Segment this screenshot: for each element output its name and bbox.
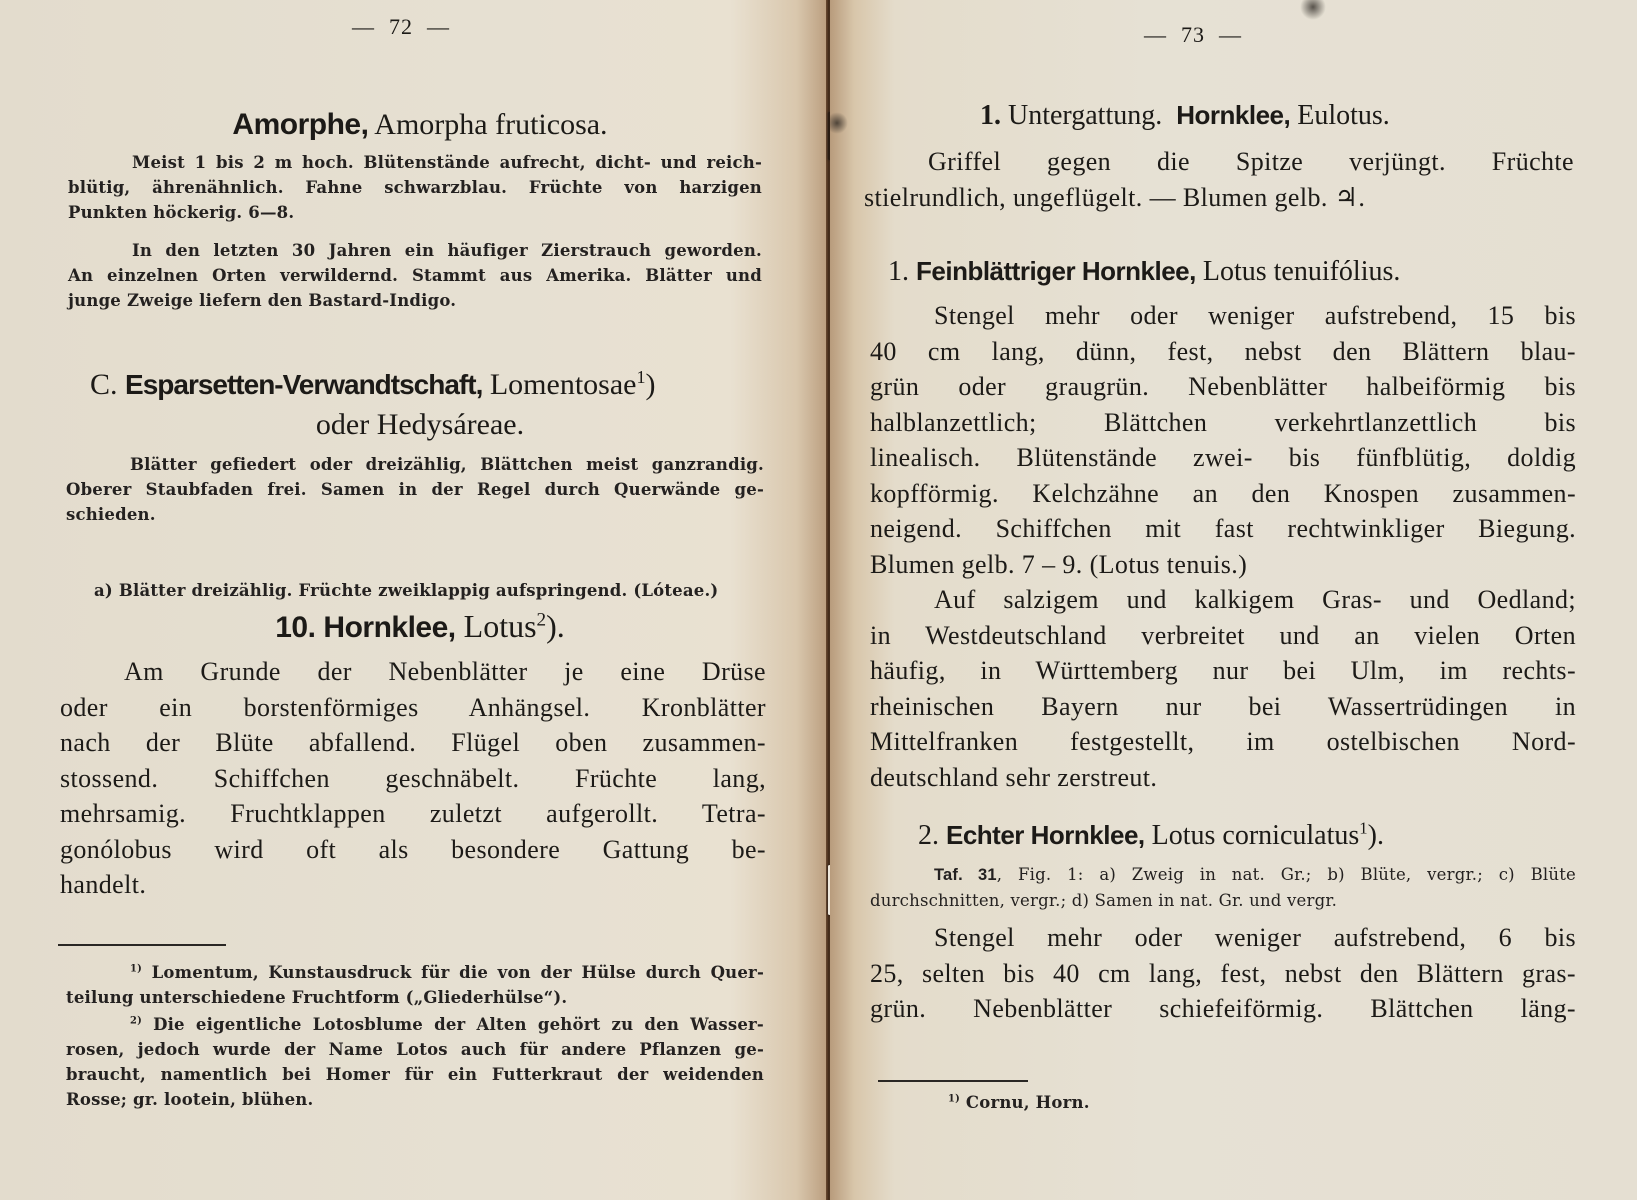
text-line: Mittelfranken festgestellt, im ostelbischen Nord- (870, 727, 1576, 756)
text-line: rheinischen Bayern nur bei Wassertrüdingen in (870, 691, 1576, 721)
text-line: linealisch. Blütenstände zwei- bis fünfblütig, doldig (870, 443, 1576, 472)
text-line: Oberer Staubfaden frei. Samen in der Regel durch Querwände ge- (66, 480, 764, 499)
plate-ref-bold: Taf. 31 (934, 866, 997, 884)
right-page (830, 0, 1637, 1200)
amorphe-title-bold: Amorphe, (232, 108, 369, 141)
text-line (66, 1012, 764, 1037)
text-line: häufig, in Württemberg nur bei Ulm, im rechts- (870, 656, 1576, 685)
species-number: 1. (888, 256, 909, 287)
footnote-2 (66, 1012, 764, 1112)
text-line: kopfförmig. Kelchzähne an den Knospen zusammen- (870, 478, 1576, 508)
page-number-right (1130, 22, 1256, 48)
paren: ). (546, 608, 565, 644)
text-line: blütig, ährenähnlich. Fahne schwarzblau. Früchte von harzigen (68, 178, 762, 197)
footnote-right-1 (948, 1090, 1090, 1115)
text-line: deutschland sehr zerstreut. (870, 762, 1158, 792)
species1-heading (888, 256, 1400, 288)
text-line: mehrsamig. Fruchtklappen zuletzt aufgerollt. Tetra- (60, 799, 766, 828)
footnote-text: Lomentum, Kunstausdruck für die von der Hülse durch Quer- (151, 963, 764, 982)
section-letter: C. (90, 368, 118, 401)
text-line: Blätter gefiedert oder dreizählig, Blättchen meist ganzrandig. (130, 455, 764, 474)
text-line: neigend. Schiffchen mit fast rechtwinkliger Biegung. (870, 514, 1576, 543)
text-line (870, 862, 1576, 888)
footnote-marker: 2) (130, 1015, 142, 1027)
ink-smudge (1300, 0, 1326, 20)
species1-title-bold: Feinblättriger Hornklee, (916, 256, 1196, 286)
ink-smudge (830, 112, 848, 134)
subgenus-title-latin: Eulotus. (1297, 100, 1390, 131)
dash: — (1219, 22, 1242, 47)
subgenus-heading (980, 100, 1390, 132)
subgenus-label: Untergattung. (1008, 100, 1163, 131)
text-line (66, 960, 764, 985)
footnote-rule (58, 944, 226, 946)
genus-number: 10. (275, 611, 316, 644)
dash: — (427, 14, 450, 39)
text-line: An einzelnen Orten verwildernd. Stammt aus Amerika. Blätter und (68, 266, 762, 285)
text-line: 25, selten bis 40 cm lang, fest, nebst den Blättern gras- (870, 958, 1576, 988)
page-number-text: 73 (1181, 22, 1205, 47)
text-line (948, 1090, 1090, 1115)
footnote-text: Cornu, Horn. (965, 1093, 1090, 1112)
paren: ). (1367, 820, 1384, 851)
text-line: Punkten höckerig. 6—8. (68, 203, 295, 222)
page-number-text: 72 (389, 14, 413, 39)
text-line: rosen, jedoch wurde der Name Lotos auch für andere Pflanzen ge- (66, 1040, 764, 1059)
species-number: 2. (918, 820, 939, 851)
amorphe-para2 (68, 238, 762, 313)
footnote-ref: 1 (1359, 818, 1368, 838)
page-number-left (338, 14, 464, 40)
text-line: Rosse; gr. lootein, blühen. (66, 1090, 314, 1109)
species1-title-latin: Lotus tenuifólius. (1202, 256, 1401, 287)
section-c-para (66, 452, 764, 527)
paren: ) (645, 368, 656, 401)
text-line: handelt. (60, 870, 147, 899)
text-line: Stengel mehr oder weniger aufstrebend, 15 bis (934, 301, 1576, 330)
text-line: Meist 1 bis 2 m hoch. Blütenstände aufrecht, dicht- und reich- (132, 153, 762, 172)
subgenus-para (864, 144, 1574, 215)
species1-para2 (870, 582, 1576, 795)
species2-title-latin: Lotus corniculatus (1151, 820, 1360, 851)
footnote-marker: 1) (948, 1093, 960, 1105)
text-line: schieden. (66, 505, 156, 524)
plate-ref-text: , Fig. 1: a) Zweig in nat. Gr.; b) Blüte, vergr.; c) Blüte (996, 865, 1577, 884)
dash: — (352, 14, 375, 39)
footnote-1 (66, 960, 764, 1010)
text-line: teilung unterschiedene Fruchtform („Gliederhülse“). (66, 988, 568, 1007)
species2-plate-ref (870, 862, 1576, 913)
text-line: in Westdeutschland verbreitet und an vielen Orten (870, 620, 1576, 650)
text-line: junge Zweige liefern den Bastard-Indigo. (68, 291, 457, 310)
section-c-title-latin: Lomentosae (489, 368, 637, 401)
species1-para1 (870, 298, 1576, 582)
genus-heading (60, 608, 780, 645)
footnote-rule (878, 1080, 1028, 1082)
text-line: Am Grunde der Nebenblätter je eine Drüse (124, 657, 766, 686)
text-line: Griffel gegen die Spitze verjüngt. Früchte (928, 147, 1574, 176)
genus-para (60, 654, 766, 903)
text-line: grün oder graugrün. Nebenblätter halbeiförmig bis (870, 372, 1576, 401)
footnote-marker: 1) (130, 963, 142, 975)
subgenus-number: 1. (980, 100, 1001, 131)
amorphe-para1 (68, 150, 762, 225)
text-line: braucht, namentlich bei Homer für ein Futterkraut der weidenden (66, 1065, 764, 1084)
footnote-ref: 1 (636, 367, 646, 387)
text-line: nach der Blüte abfallend. Flügel oben zusammen- (60, 728, 766, 757)
dash: — (1144, 22, 1167, 47)
subgenus-title-bold: Hornklee, (1176, 100, 1291, 130)
section-c-subtitle (60, 408, 780, 442)
text-line: gonólobus wird oft als besondere Gattung be- (60, 834, 766, 864)
amorphe-title-latin: Amorpha fruticosa. (374, 108, 608, 141)
subtitle-text: oder Hedysáreae. (315, 408, 525, 441)
text-line: 40 cm lang, dünn, fest, nebst den Blättern blau- (870, 336, 1576, 366)
group-a-line (94, 578, 774, 603)
section-c-title-bold: Esparsetten-Verwandtschaft, (125, 369, 483, 400)
text-line: stossend. Schiffchen geschnäbelt. Früchte lang, (60, 763, 766, 793)
genus-title-latin: Lotus (463, 608, 537, 644)
text-line: stielrundlich, ungeflügelt. — Blumen gelb. ♃. (864, 182, 1366, 212)
species2-heading (918, 820, 1384, 852)
section-c-heading (90, 368, 770, 402)
species2-title-bold: Echter Hornklee, (946, 820, 1145, 850)
text-line: halblanzettlich; Blättchen verkehrtlanzettlich bis (870, 407, 1576, 437)
text-line: oder ein borstenförmiges Anhängsel. Kronblätter (60, 692, 766, 722)
footnote-ref: 2 (536, 609, 547, 631)
text-line: Stengel mehr oder weniger aufstrebend, 6 bis (934, 923, 1576, 952)
text-line: In den letzten 30 Jahren ein häufiger Zierstrauch geworden. (132, 241, 762, 260)
amorphe-heading (60, 108, 780, 142)
footnote-text: Die eigentliche Lotosblume der Alten gehört zu den Wasser- (153, 1015, 764, 1034)
text-line: Auf salzigem und kalkigem Gras- und Oedland; (934, 585, 1576, 614)
species2-para (870, 920, 1576, 1027)
text-line: grün. Nebenblätter schiefeiförmig. Blättchen läng- (870, 994, 1576, 1023)
text-line: Blumen gelb. 7 – 9. (Lotus tenuis.) (870, 549, 1248, 579)
genus-title-bold: Hornklee, (323, 611, 456, 644)
text-line: a) Blätter dreizählig. Früchte zweiklappig aufspringend. (Lóteae.) (94, 581, 719, 600)
text-line: durchschnitten, vergr.; d) Samen in nat. Gr. und vergr. (870, 891, 1338, 910)
